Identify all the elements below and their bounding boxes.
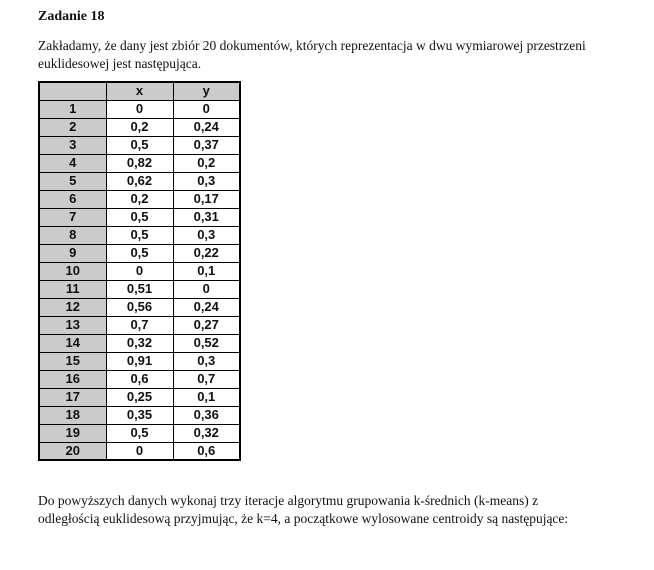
row-number-cell: 20 (39, 442, 106, 460)
y-value-cell: 0,36 (173, 406, 240, 424)
table-row (39, 226, 240, 244)
table-row (39, 316, 240, 334)
x-column-header: x (106, 82, 173, 100)
intro-line-2: euklidesowej jest następująca. (38, 56, 202, 71)
table-row (39, 280, 240, 298)
footer-paragraph (38, 492, 618, 528)
y-value-cell: 0,27 (173, 316, 240, 334)
corner-header-cell (39, 82, 106, 100)
y-value-cell: 0,24 (173, 118, 240, 136)
table-row (39, 406, 240, 424)
table-row (39, 172, 240, 190)
row-number-cell: 6 (39, 190, 106, 208)
x-value-cell: 0,5 (106, 208, 173, 226)
y-value-cell: 0,3 (173, 172, 240, 190)
x-value-cell: 0,5 (106, 136, 173, 154)
table-row (39, 352, 240, 370)
x-value-cell: 0,6 (106, 370, 173, 388)
y-value-cell: 0,17 (173, 190, 240, 208)
row-number-cell: 9 (39, 244, 106, 262)
x-value-cell: 0,5 (106, 226, 173, 244)
x-value-cell: 0,32 (106, 334, 173, 352)
x-value-cell: 0 (106, 262, 173, 280)
y-value-cell: 0,37 (173, 136, 240, 154)
y-value-cell: 0,32 (173, 424, 240, 442)
y-value-cell: 0,22 (173, 244, 240, 262)
row-number-cell: 17 (39, 388, 106, 406)
row-number-cell: 10 (39, 262, 106, 280)
row-number-cell: 4 (39, 154, 106, 172)
table-row (39, 442, 240, 460)
y-value-cell: 0,7 (173, 370, 240, 388)
row-number-cell: 7 (39, 208, 106, 226)
x-value-cell: 0,56 (106, 298, 173, 316)
x-value-cell: 0,2 (106, 118, 173, 136)
x-value-cell: 0,2 (106, 190, 173, 208)
row-number-cell: 12 (39, 298, 106, 316)
y-value-cell: 0 (173, 280, 240, 298)
table-row (39, 424, 240, 442)
row-number-cell: 3 (39, 136, 106, 154)
table-row (39, 334, 240, 352)
x-value-cell: 0,35 (106, 406, 173, 424)
x-value-cell: 0,82 (106, 154, 173, 172)
row-number-cell: 8 (39, 226, 106, 244)
table-row (39, 298, 240, 316)
table-row (39, 370, 240, 388)
x-value-cell: 0,91 (106, 352, 173, 370)
intro-line-1: Zakładamy, że dany jest zbiór 20 dokumentów, których reprezentacja w dwu wymiarowej przestrzeni (38, 38, 586, 53)
table-row (39, 118, 240, 136)
y-value-cell: 0,3 (173, 226, 240, 244)
table-row (39, 154, 240, 172)
x-value-cell: 0,7 (106, 316, 173, 334)
table-row (39, 136, 240, 154)
row-number-cell: 2 (39, 118, 106, 136)
row-number-cell: 1 (39, 100, 106, 118)
x-value-cell: 0 (106, 442, 173, 460)
y-value-cell: 0 (173, 100, 240, 118)
table-row (39, 190, 240, 208)
row-number-cell: 16 (39, 370, 106, 388)
y-value-cell: 0,31 (173, 208, 240, 226)
y-value-cell: 0,1 (173, 388, 240, 406)
table-row (39, 244, 240, 262)
row-number-cell: 19 (39, 424, 106, 442)
table-row (39, 100, 240, 118)
y-value-cell: 0,24 (173, 298, 240, 316)
y-value-cell: 0,6 (173, 442, 240, 460)
x-value-cell: 0 (106, 100, 173, 118)
task-title: Zadanie 18 (38, 9, 105, 24)
x-value-cell: 0,5 (106, 424, 173, 442)
y-value-cell: 0,3 (173, 352, 240, 370)
x-value-cell: 0,25 (106, 388, 173, 406)
row-number-cell: 5 (39, 172, 106, 190)
y-value-cell: 0,52 (173, 334, 240, 352)
row-number-cell: 11 (39, 280, 106, 298)
table-header-row (39, 82, 240, 100)
x-value-cell: 0,51 (106, 280, 173, 298)
row-number-cell: 13 (39, 316, 106, 334)
y-value-cell: 0,1 (173, 262, 240, 280)
footer-line-2: odległością euklidesową przyjmując, że k=4, a początkowe wylosowane centroidy są następujące: (38, 511, 569, 526)
row-number-cell: 18 (39, 406, 106, 424)
table-row (39, 208, 240, 226)
table-row (39, 262, 240, 280)
row-number-cell: 14 (39, 334, 106, 352)
table-row (39, 388, 240, 406)
intro-paragraph (38, 37, 618, 73)
x-value-cell: 0,5 (106, 244, 173, 262)
footer-line-1: Do powyższych danych wykonaj trzy iteracje algorytmu grupowania k-średnich (k-means) z (38, 493, 539, 508)
x-value-cell: 0,62 (106, 172, 173, 190)
y-value-cell: 0,2 (173, 154, 240, 172)
documents-coordinates-table (38, 81, 241, 461)
row-number-cell: 15 (39, 352, 106, 370)
y-column-header: y (173, 82, 240, 100)
